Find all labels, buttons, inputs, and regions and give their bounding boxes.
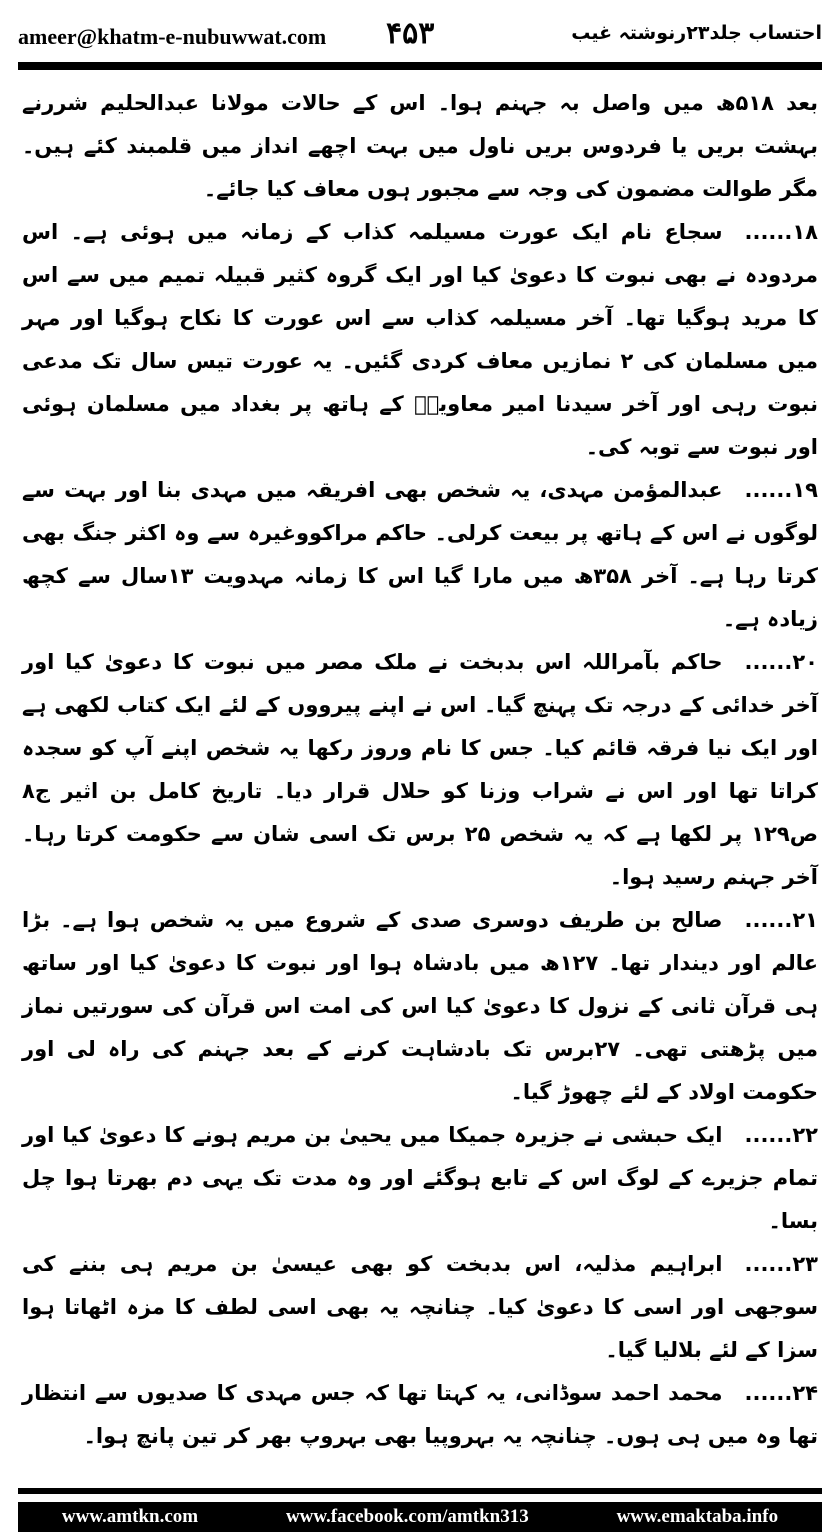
entry-number: ۱۹...... [744,478,818,502]
page-body [22,82,818,1458]
page-header [18,18,822,66]
entry-number: ۲۰...... [744,650,818,674]
paragraph-entry-22 [22,1114,818,1243]
paragraph-text: محمد احمد سوڈانی، یہ کہتا تھا کہ جس مہدی کا صدیوں سے انتظار تھا وہ میں ہی ہوں۔ چنانچہ یہ بہروپیا بھی بہروپ بھر کر تین پانچ ہوا۔ [22,1381,818,1448]
entry-number: ۲۲...... [744,1123,818,1147]
entry-number: ۱۸...... [744,220,818,244]
page-footer [18,1502,822,1532]
entry-number: ۲۳...... [744,1252,818,1276]
paragraph-continuation [22,82,818,211]
page-number: ۴۵۳ [386,16,435,51]
book-title: احتساب جلد۲۳رنوشتہ غیب [571,22,822,44]
footer-divider [18,1488,822,1494]
entry-number: ۲۴...... [744,1381,818,1405]
paragraph-text: صالح بن طریف دوسری صدی کے شروع میں یہ شخص ہوا ہے۔ بڑا عالم اور دیندار تھا۔ ۱۲۷ھ میں بادشاہ ہوا اور نبوت کا دعویٰ کیا اور ساتھ ہی قرآن ثانی کے نزول کا دعویٰ کیا اس کی امت اس قرآن کی سورتیں نماز میں پڑھتی تھی۔ ۲۷برس تک بادشاہت کرنے کے بعد جہنم کی راہ لی اور حکومت اولاد کے لئے چھوڑ گیا۔ [22,908,818,1104]
header-divider [18,62,822,70]
paragraph-text: بعد ۵۱۸ھ میں واصل بہ جہنم ہوا۔ اس کے حالات مولانا عبدالحلیم شررنے بہشت بریں یا فردوس بریں ناول میں بہت اچھے انداز میں قلمبند کئے ہیں۔ مگر طوالت مضمون کی وجہ سے مجبور ہوں معاف کیا جائے۔ [22,91,818,201]
paragraph-entry-20 [22,641,818,899]
entry-number: ۲۱...... [744,908,818,932]
paragraph-text: حاکم بآمراللہ اس بدبخت نے ملک مصر میں نبوت کا دعویٰ کیا اور آخر خدائی کے درجہ تک پہنچ گیا۔ اس نے اپنے پیرووں کے لئے ایک کتاب لکھی ہے اور ایک نیا فرقہ قائم کیا۔ جس کا نام وروز رکھا یہ شخص اپنے آپ کو سجدہ کراتا تھا اور اس نے شراب وزنا کو حلال قرار دیا۔ تاریخ کامل بن اثیر ج۸ ص۱۲۹ پر لکھا ہے کہ یہ شخص ۲۵ برس تک اسی شان سے حکومت کرتا رہا۔ آخر جہنم رسید ہوا۔ [22,650,818,889]
footer-link-amtkn[interactable]: www.amtkn.com [61,1506,199,1527]
paragraph-entry-21 [22,899,818,1114]
paragraph-entry-18 [22,211,818,469]
paragraph-text: عبدالمؤمن مہدی، یہ شخص بھی افریقہ میں مہدی بنا اور بہت سے لوگوں نے اس کے ہاتھ پر بیعت کرلی۔ حاکم مراکووغیرہ سے وہ اکثر جنگ بھی کرتا رہا ہے۔ آخر ۳۵۸ھ میں مارا گیا اس کا زمانہ مہدویت ۱۳سال سے کچھ زیادہ ہے۔ [22,478,818,631]
paragraph-text: ابراہیم مذلیہ، اس بدبخت کو بھی عیسیٰ بن مریم ہی بننے کی سوجھی اور اسی کا دعویٰ کیا۔ چنانچہ یہ بھی اسی لطف کا مزہ اٹھاتا ہوا سزا کے لئے بلالیا گیا۔ [22,1252,818,1362]
footer-link-facebook[interactable]: www.facebook.com/amtkn313 [285,1506,529,1527]
paragraph-entry-23 [22,1243,818,1372]
paragraph-text: ایک حبشی نے جزیرہ جمیکا میں یحییٰ بن مریم ہونے کا دعویٰ کیا اور تمام جزیرے کے لوگ اس کے تابع ہوگئے اور وہ مدت تک یہی دم بھرتا ہوا چل بسا۔ [22,1123,818,1233]
footer-link-emaktaba[interactable]: www.emaktaba.info [616,1506,779,1527]
paragraph-entry-24 [22,1372,818,1458]
paragraph-entry-19 [22,469,818,641]
header-email: ameer@khatm-e-nubuwwat.com [18,24,327,49]
paragraph-text: سجاع نام ایک عورت مسیلمہ کذاب کے زمانہ میں ہوئی ہے۔ اس مردودہ نے بھی نبوت کا دعویٰ کیا اور ایک گروہ کثیر قبیلہ تمیم میں سے اس کا مرید ہوگیا تھا۔ آخر مسیلمہ کذاب سے اس عورت کا نکاح ہوگیا اور مہر میں مسلمان کی ۲ نمازیں معاف کردی گئیں۔ یہ عورت تیس سال تک مدعی نبوت رہی اور آخر سیدنا امیر معاویہؓ کے ہاتھ پر بغداد میں مسلمان ہوئی اور نبوت سے توبہ کی۔ [22,220,818,459]
